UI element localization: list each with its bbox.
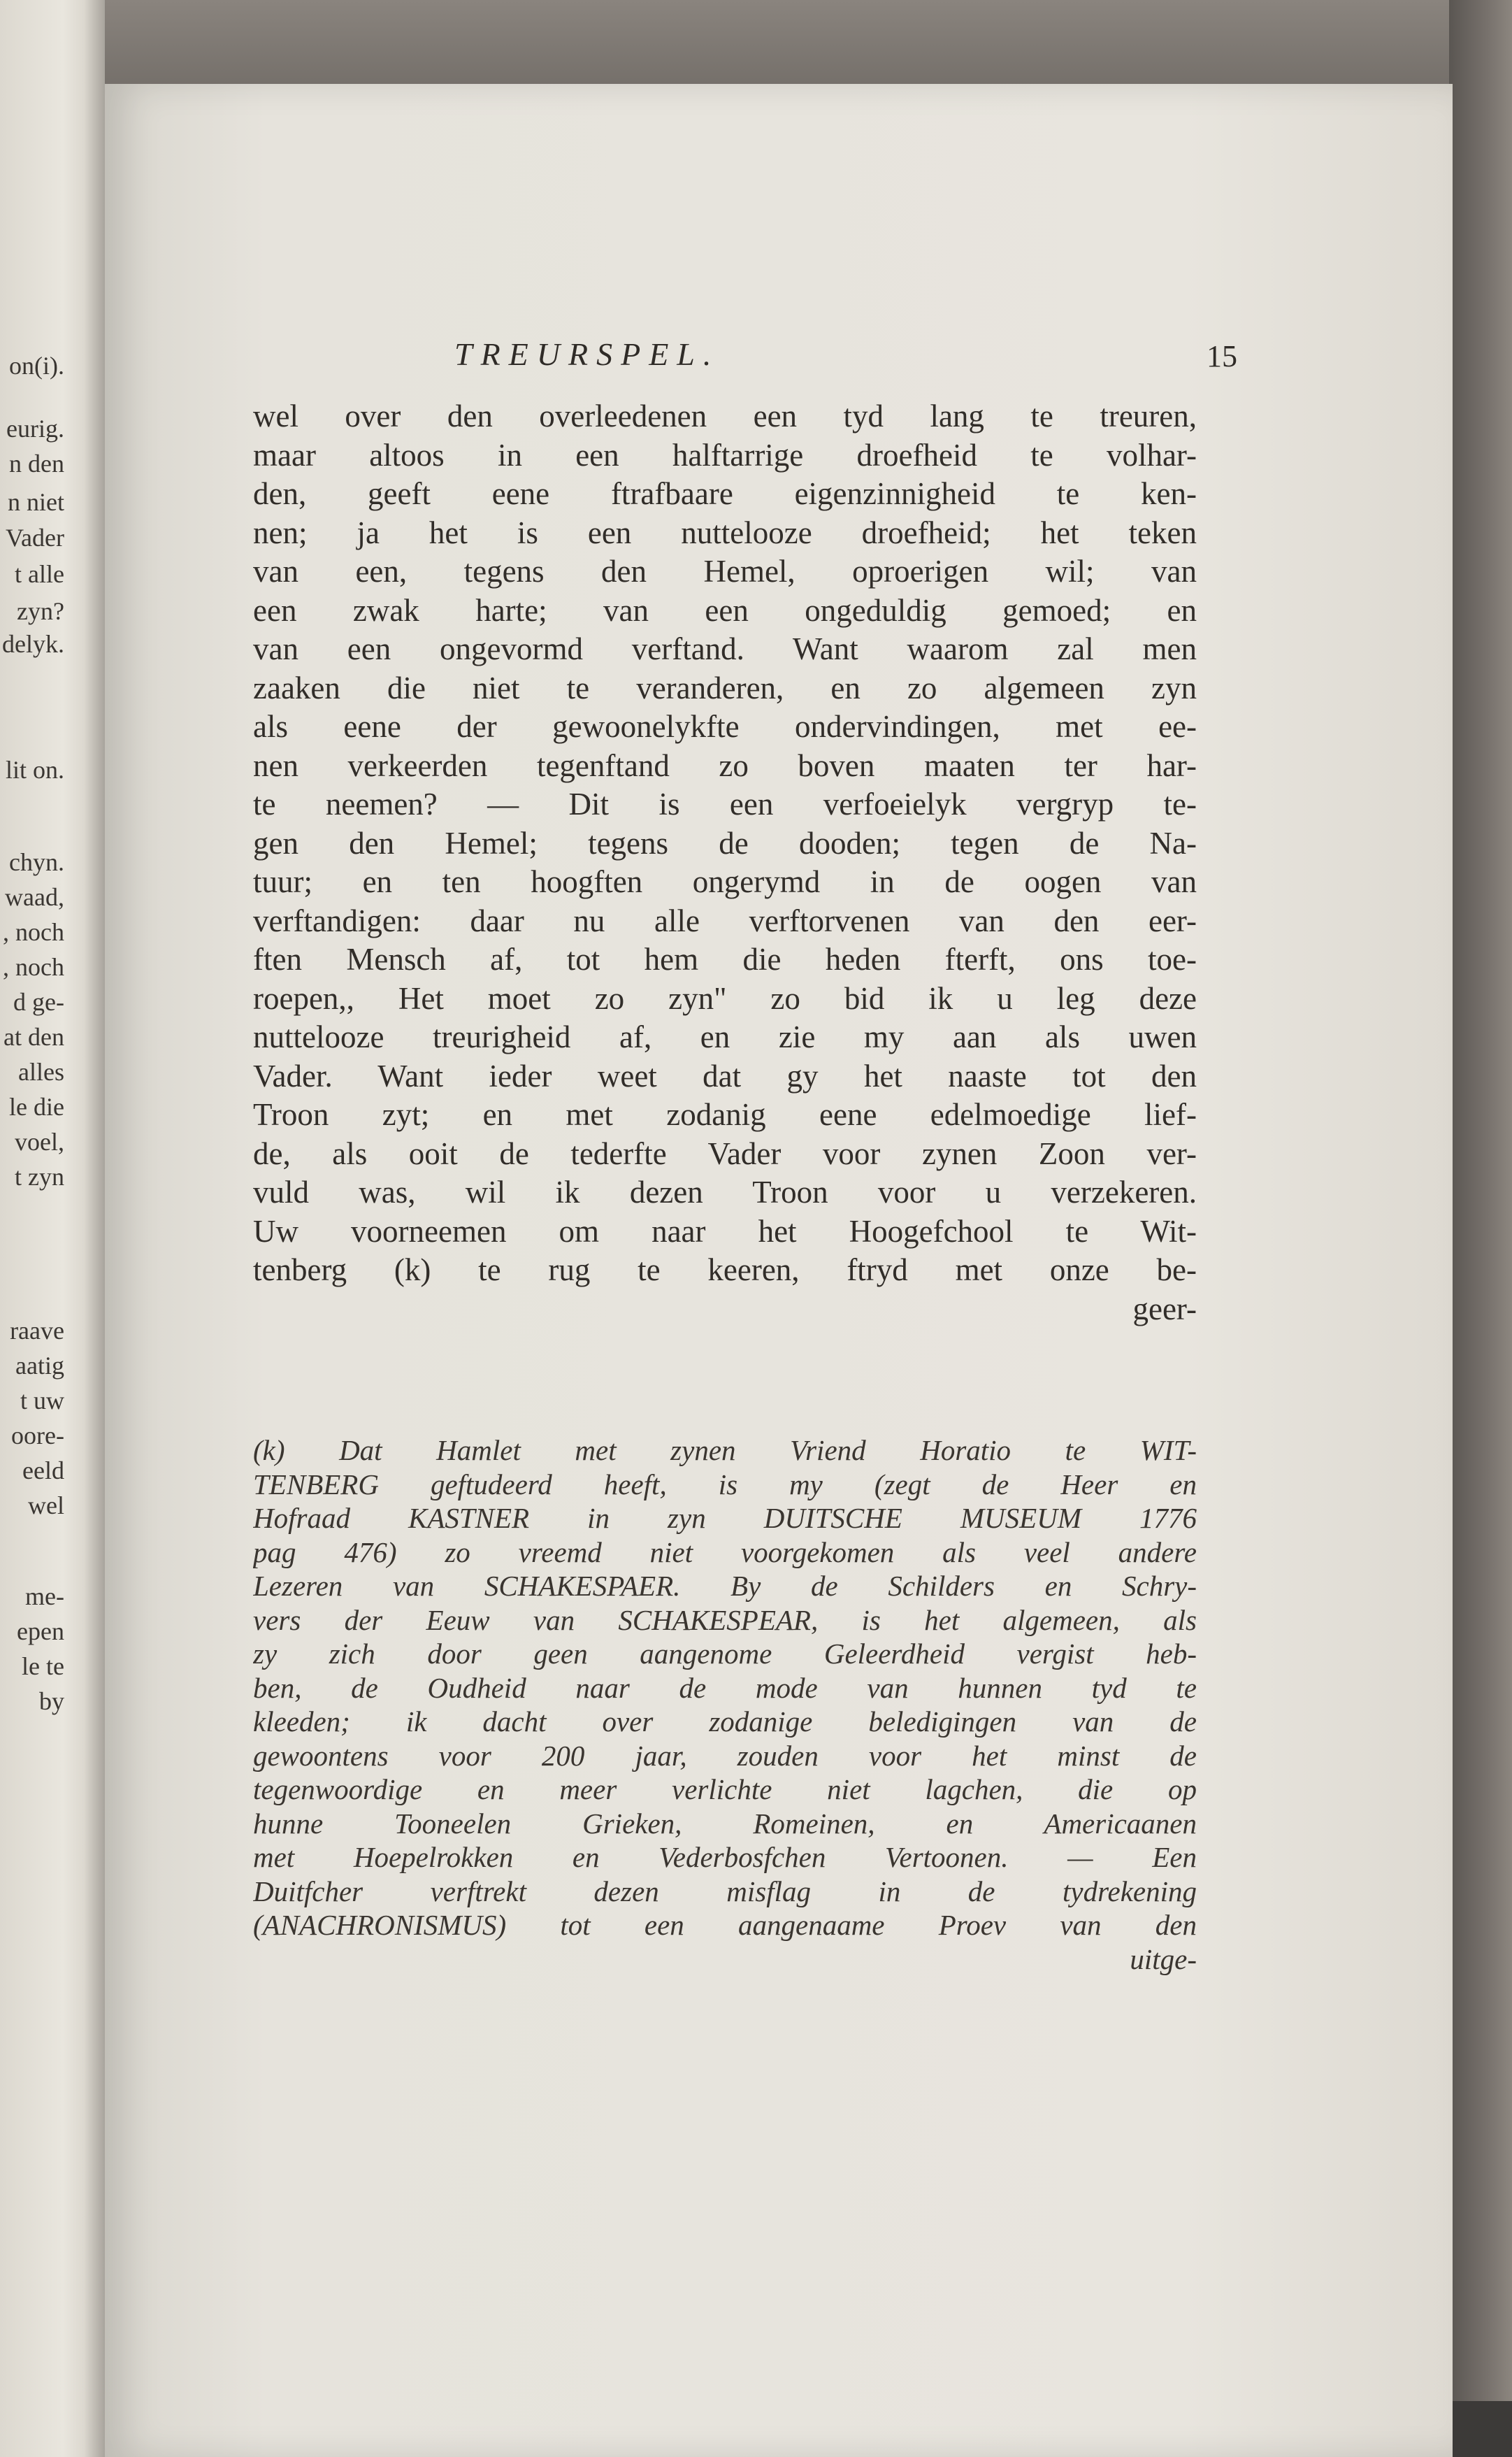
- facing-page-fragment: t alle: [15, 560, 64, 588]
- text-line: den, geeft eene ftrafbaare eigenzinnigheid te ken-: [253, 476, 1197, 511]
- footnote-line: TENBERG geftudeerd heeft, is my (zegt de Heer en: [253, 1468, 1197, 1500]
- text-line: als eene der gewoonelykfte ondervindingen, met ee-: [253, 709, 1197, 744]
- text-line: Uw voorneemen om naar het Hoogefchool te Wit-: [253, 1213, 1197, 1249]
- facing-page-fragment: oore-: [11, 1421, 64, 1449]
- text-line: te neemen? — Dit is een verfoeielyk vergryp te-: [253, 787, 1197, 822]
- facing-page-fragment: epen: [17, 1617, 64, 1645]
- facing-page-fragment: by: [39, 1687, 64, 1715]
- facing-page-fragment: zyn?: [17, 597, 64, 625]
- facing-page-fragment: voel,: [15, 1128, 64, 1156]
- text-line: van een ongevormd verftand. Want waarom zal men: [253, 631, 1197, 666]
- facing-page-fragment: wel: [28, 1491, 64, 1519]
- footnote-line: Hofraad KASTNER in zyn DUITSCHE MUSEUM 1776: [253, 1502, 1197, 1534]
- text-line: roepen,, Het moet zo zyn" zo bid ik u leg deze: [253, 980, 1197, 1016]
- facing-page-left: [0, 0, 105, 2457]
- footnote-line: uitge-: [1130, 1942, 1197, 1975]
- page-number: 15: [1207, 339, 1237, 373]
- running-head: TREURSPEL.: [454, 336, 720, 372]
- text-line: maar altoos in een halftarrige droefheid te volhar-: [253, 437, 1197, 473]
- text-line: gen den Hemel; tegens de dooden; tegen de Na-: [253, 825, 1197, 861]
- footnote-line: hunne Tooneelen Grieken, Romeinen, en Americaanen: [253, 1807, 1197, 1840]
- footnote-line: met Hoepelrokken en Vederbosfchen Vertoonen. — Een: [253, 1841, 1197, 1873]
- book-page: [105, 84, 1453, 2457]
- footnote-line: vers der Eeuw van SCHAKESPEAR, is het algemeen, als: [253, 1603, 1197, 1636]
- text-line: ften Mensch af, tot hem die heden fterft, ons toe-: [253, 942, 1197, 977]
- footnote: [253, 1433, 1197, 1976]
- facing-page-fragment: chyn.: [9, 848, 64, 876]
- footnote-line: gewoontens voor 200 jaar, zouden voor het minst de: [253, 1739, 1197, 1772]
- facing-page-fragment: me-: [25, 1582, 64, 1610]
- facing-page-fragment: Vader: [6, 524, 64, 552]
- facing-page-fragment: , noch: [3, 918, 64, 946]
- facing-page-fragment: eeld: [22, 1456, 64, 1484]
- facing-page-fragment: delyk.: [2, 630, 64, 658]
- facing-page-fragment: lit on.: [5, 756, 64, 784]
- text-line: wel over den overleedenen een tyd lang te treuren,: [253, 399, 1197, 434]
- text-line: van een, tegens den Hemel, oproerigen wil; van: [253, 554, 1197, 589]
- facing-page-fragment: on(i).: [9, 352, 64, 380]
- text-line: de, als ooit de tederfte Vader voor zynen Zoon ver-: [253, 1136, 1197, 1171]
- text-line: zaaken die niet te veranderen, en zo algemeen zyn: [253, 670, 1197, 705]
- text-line: vuld was, wil ik dezen Troon voor u verzekeren.: [253, 1175, 1197, 1210]
- text-line: nen; ja het is een nuttelooze droefheid; het teken: [253, 515, 1197, 550]
- text-line: Troon zyt; en met zodanig eene edelmoedige lief-: [253, 1097, 1197, 1132]
- facing-page-fragment: le te: [22, 1652, 64, 1680]
- text-line: verftandigen: daar nu alle verftorvenen van den eer-: [253, 903, 1197, 938]
- body-text: [253, 397, 1197, 1328]
- footnote-line: kleeden; ik dacht over zodanige beledigingen van de: [253, 1705, 1197, 1738]
- facing-page-fragment: le die: [9, 1093, 64, 1121]
- facing-page-fragment: t uw: [20, 1387, 64, 1414]
- text-line: Vader. Want ieder weet dat gy het naaste tot den: [253, 1058, 1197, 1094]
- text-line: een zwak harte; van een ongeduldig gemoed; en: [253, 592, 1197, 628]
- footnote-line: (k) Dat Hamlet met zynen Vriend Horatio te WIT-: [253, 1434, 1197, 1466]
- text-line: tenberg (k) te rug te keeren, ftryd met onze be-: [253, 1252, 1197, 1287]
- book-gutter: [84, 0, 105, 2457]
- facing-page-fragment: n niet: [8, 488, 64, 516]
- footnote-line: pag 476) zo vreemd niet voorgekomen als veel andere: [253, 1535, 1197, 1568]
- text-line: tuur; en ten hoogften ongerymd in de oogen van: [253, 864, 1197, 899]
- facing-page-fragment: eurig.: [6, 415, 64, 443]
- facing-page-fragment: , noch: [3, 953, 64, 981]
- facing-page-fragment: alles: [18, 1058, 64, 1086]
- text-line: nen verkeerden tegenftand zo boven maaten ter har-: [253, 747, 1197, 783]
- page-header: [454, 336, 1237, 392]
- footnote-line: zy zich door geen aangenome Geleerdheid vergist heb-: [253, 1638, 1197, 1670]
- footnote-line: (ANACHRONISMUS) tot een aangenaame Proev van den: [253, 1909, 1197, 1941]
- facing-page-fragment: aatig: [15, 1352, 64, 1380]
- text-line: geer-: [1132, 1291, 1197, 1326]
- background-right: [1449, 0, 1512, 2457]
- facing-page-fragment: raave: [10, 1317, 64, 1345]
- facing-page-fragment: n den: [9, 450, 64, 478]
- facing-page-fragment: at den: [3, 1023, 64, 1051]
- facing-page-fragment: t zyn: [15, 1163, 64, 1191]
- footnote-line: ben, de Oudheid naar de mode van hunnen tyd te: [253, 1671, 1197, 1704]
- facing-page-fragment: d ge-: [13, 988, 64, 1016]
- text-line: nuttelooze treurigheid af, en zie my aan als uwen: [253, 1019, 1197, 1054]
- footnote-line: Duitfcher verftrekt dezen misflag in de tydrekening: [253, 1875, 1197, 1907]
- facing-page-fragment: waad,: [5, 883, 64, 911]
- footnote-line: tegenwoordige en meer verlichte niet lagchen, die op: [253, 1773, 1197, 1805]
- footnote-line: Lezeren van SCHAKESPAER. By de Schilders en Schry-: [253, 1570, 1197, 1602]
